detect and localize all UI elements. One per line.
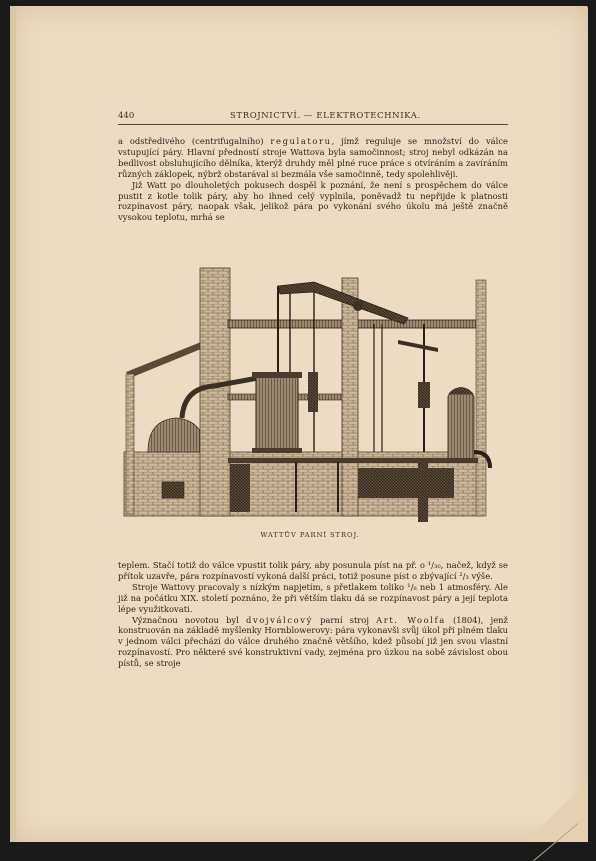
text-block-bottom [118, 560, 508, 669]
folded-corner [524, 782, 588, 842]
running-title: STROJNICTVÍ. — ELEKTROTECHNIKA. [230, 111, 421, 121]
page-number: 440 [118, 111, 135, 121]
paragraph: a odstředivého (centrifugalního) regulatoru, jímž reguluje se množství do válce vstupující páry. Hlavní předností stroje Wattova byla samočinnost; stroj nebyl odkázán na bedlivost obsluhujícího dělníka, kterýž druhdy měl plné ruce práce s otvíráním a zavíráním různých záklopek, nýbrž obstarával si bezmála vše samočinně, tedy spolehlivěji. [118, 136, 508, 179]
steam-engine-illustration [118, 262, 502, 534]
running-header [118, 108, 508, 125]
paragraph: Význačnou novotou byl dvojválcový parní stroj Art. Woolfa (1804), jenž konstruován na základě myšlenky Hornblowerovy: pára vykonavši svůj úkol při plném tlaku v jednom válci přechází do válce druhého značně většího, kdež působí již jen svou vlastní rozpínavostí. Pro některé své konstruktivní vady, zejména pro úzkou na sobě závislost obou pístů, se stroje [118, 614, 508, 669]
paragraph: teplem. Stačí totiž do válce vpustit tolik páry, aby posunula píst na př. o ¹/₃₀, načež, když se přítok uzavře, pára rozpínavostí vykoná další práci, totiž posune píst o zbývající ²/₃ výše. [118, 560, 508, 581]
figure-caption: WATTŮV PARNÍ STROJ. [260, 531, 360, 539]
page-spine-edge [10, 6, 16, 842]
paragraph: Již Watt po dlouholetých pokusech dospěl k poznání, že není s prospěchem do válce pustit z kotle tolik páry, aby ho ihned celý vyplnila, poněvadž tu nepřijde k platnosti rozpínavost páry, naopak však, jelikož pára po vykonání svého úkolu má ještě značně vysokou teplotu, mrhá se [118, 179, 508, 223]
paragraph: Stroje Wattovy pracovaly s nízkým napjetím, s přetlakem toliko ¹/₈ neb 1 atmosféry. Ale již na počátku XIX. století poznáno, že při větším tlaku dá se rozpínavost páry a její teplota lépe využitkovati. [118, 581, 508, 614]
text-block-top [118, 136, 508, 223]
